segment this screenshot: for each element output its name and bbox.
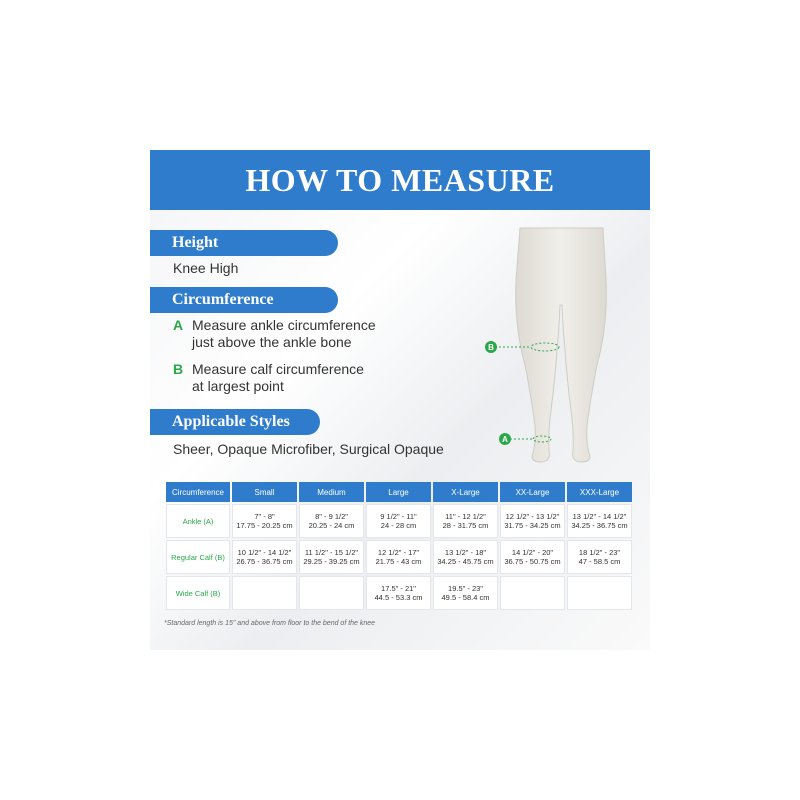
- cell-inches: 11 1/2" - 15 1/2": [304, 548, 359, 557]
- header-xxx-large: XXX-Large: [567, 482, 632, 502]
- cell-inches: 10 1/2" - 14 1/2": [237, 548, 292, 557]
- circumference-heading: Circumference: [150, 287, 338, 313]
- cell-cm: 24 - 28 cm: [380, 521, 417, 530]
- table-cell: [567, 504, 632, 538]
- cell-inches: 17.5" - 21": [381, 584, 416, 593]
- cell-inches: 13 1/2" - 14 1/2": [572, 512, 627, 521]
- table-row: [166, 504, 632, 538]
- header-xx-large: XX-Large: [500, 482, 565, 502]
- table-cell: [433, 576, 498, 610]
- cell-inches: 8" - 9 1/2": [315, 512, 348, 521]
- table-cell: [433, 540, 498, 574]
- cell-inches: 12 1/2" - 13 1/2": [505, 512, 560, 521]
- letter-b-label: B: [173, 361, 184, 377]
- size-guide-card: [150, 150, 650, 650]
- cell-cm: 47 - 58.5 cm: [578, 557, 621, 566]
- cell-cm: 20.25 - 24 cm: [308, 521, 355, 530]
- header-medium: Medium: [299, 482, 364, 502]
- row-label-regular-calf: Regular Calf (B): [166, 540, 230, 574]
- standard-length-footnote: *Standard length is 15" and above from floor to the bend of the knee: [164, 620, 376, 627]
- table-cell: [500, 540, 565, 574]
- cell-cm: 28 - 31.75 cm: [442, 521, 489, 530]
- header-small: Small: [232, 482, 297, 502]
- row-label-wide-calf: Wide Calf (B): [166, 576, 230, 610]
- marker-a-text: A: [502, 435, 508, 444]
- cell-inches: 19.5" - 23": [448, 584, 483, 593]
- instruction-a-line2: just above the ankle bone: [192, 334, 352, 350]
- table-cell: [500, 504, 565, 538]
- styles-heading: Applicable Styles: [150, 409, 320, 435]
- table-row: [166, 576, 632, 610]
- table-cell: [366, 540, 431, 574]
- table-cell: [366, 504, 431, 538]
- table-cell: [232, 576, 297, 610]
- cell-cm: 36.75 - 50.75 cm: [504, 557, 561, 566]
- table-row: [166, 540, 632, 574]
- cell-cm: 29.25 - 39.25 cm: [303, 557, 360, 566]
- marker-b-text: B: [488, 343, 494, 352]
- instruction-b-line2: at largest point: [192, 378, 284, 394]
- cell-inches: 12 1/2" - 17": [377, 548, 420, 557]
- header-circumference: Circumference: [166, 482, 230, 502]
- table-cell: [433, 504, 498, 538]
- cell-inches: 9 1/2" - 11": [380, 512, 417, 521]
- instruction-b-line1: Measure calf circumference: [192, 361, 364, 377]
- size-chart-table: [164, 480, 634, 612]
- cell-cm: 21.75 - 43 cm: [375, 557, 422, 566]
- row-label-ankle: Ankle (A): [166, 504, 230, 538]
- page-title: HOW TO MEASURE: [245, 162, 555, 198]
- table-cell: [232, 540, 297, 574]
- header-x-large: X-Large: [433, 482, 498, 502]
- legs-silhouette: [516, 228, 607, 462]
- table-cell: [299, 540, 364, 574]
- cell-inches: 13 1/2" - 18": [444, 548, 487, 557]
- table-cell: [232, 504, 297, 538]
- cell-cm: 34.25 - 45.75 cm: [437, 557, 494, 566]
- table-header-row: [166, 482, 632, 502]
- table-cell: [366, 576, 431, 610]
- instruction-a-line1: Measure ankle circumference: [192, 317, 376, 333]
- table-cell: [299, 576, 364, 610]
- cell-cm: 34.25 - 36.75 cm: [571, 521, 628, 530]
- letter-a-label: A: [173, 317, 184, 333]
- cell-cm: 26.75 - 36.75 cm: [236, 557, 293, 566]
- cell-inches: 7" - 8": [254, 512, 275, 521]
- cell-cm: 49.5 - 58.4 cm: [441, 593, 490, 602]
- cell-inches: 11" - 12 1/2": [445, 512, 486, 521]
- table-cell: [567, 540, 632, 574]
- styles-value: Sheer, Opaque Microfiber, Surgical Opaque: [173, 441, 444, 457]
- height-heading: Height: [150, 230, 338, 256]
- table-cell: [500, 576, 565, 610]
- table-cell: [299, 504, 364, 538]
- legs-illustration: [485, 210, 635, 465]
- header-large: Large: [366, 482, 431, 502]
- cell-inches: 14 1/2" - 20": [511, 548, 554, 557]
- table-cell: [567, 576, 632, 610]
- cell-cm: 17.75 - 20.25 cm: [236, 521, 293, 530]
- cell-cm: 44.5 - 53.3 cm: [374, 593, 423, 602]
- cell-inches: 18 1/2" - 23": [578, 548, 621, 557]
- cell-cm: 31.75 - 34.25 cm: [504, 521, 561, 530]
- height-value: Knee High: [173, 260, 239, 276]
- title-banner: [150, 150, 650, 210]
